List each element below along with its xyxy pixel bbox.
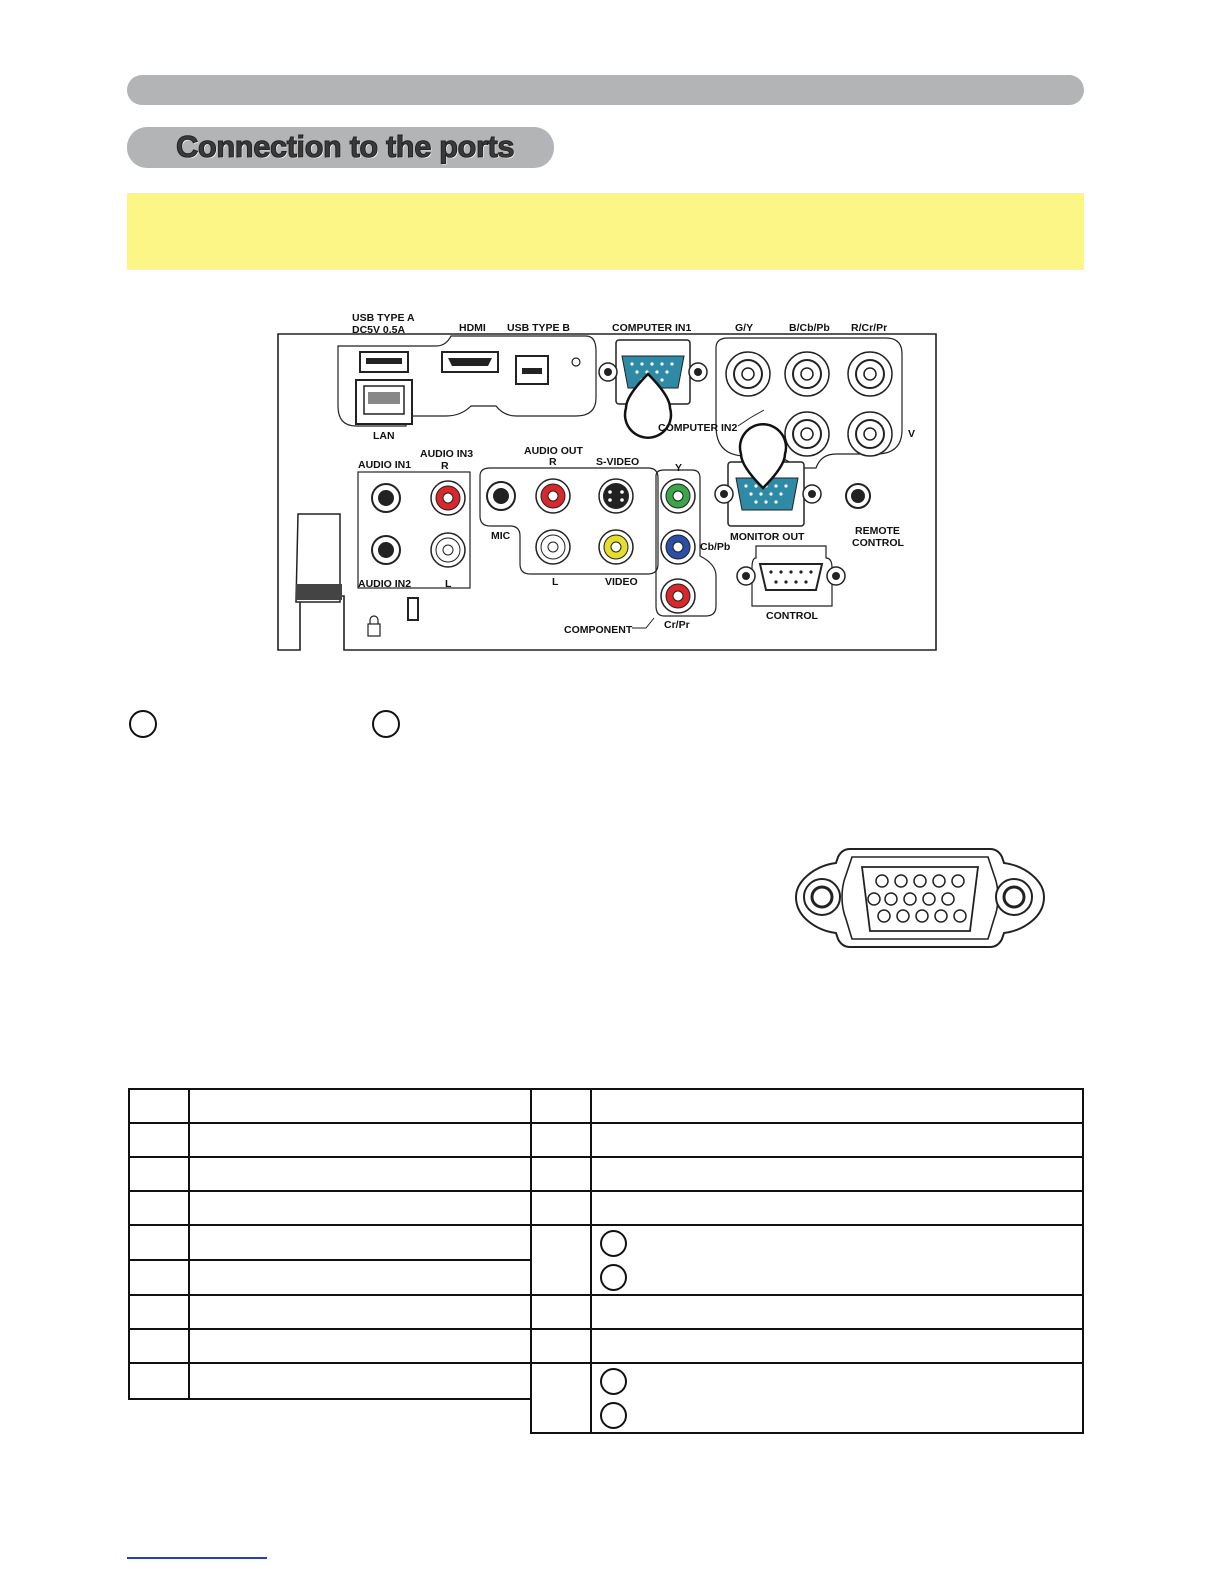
label-audio-in3-r: R [441,460,449,472]
table-row [129,1225,1083,1260]
table-row [129,1363,1083,1399]
label-v: V [908,428,916,440]
label-rcrpr: R/Cr/Pr [851,322,888,334]
table-row [129,1123,1083,1157]
mic-jack [487,482,515,510]
audio-in2-jack [372,536,400,564]
control-port [760,564,822,590]
audio-in3-r-jack [431,481,465,515]
label-crpr: Cr/Pr [664,619,690,631]
legend-circle-2 [372,710,400,738]
label-control: CONTROL [766,610,818,622]
bnc-h [785,412,829,456]
component-y-jack [661,479,695,513]
label-audio-in1: AUDIO IN1 [358,459,412,471]
label-audio-in2: AUDIO IN2 [358,578,412,590]
label-cbpb: Cb/Pb [700,541,731,553]
rear-panel-illustration [276,306,940,654]
label-usb-type-b: USB TYPE B [507,322,571,334]
label-video: VIDEO [605,576,638,588]
table-row [129,1089,1083,1123]
table-row [129,1295,1083,1329]
remote-control-jack [846,484,870,508]
label-audio-out-l: L [552,576,559,588]
dsub-15pin-diagram [790,845,1046,953]
pin-table [128,1088,1084,1434]
header-bar [127,75,1084,105]
label-audio-out: AUDIO OUT [524,445,583,457]
label-remote-control: CONTROL [852,537,904,549]
note-box [127,193,1084,270]
table-circle-3 [600,1368,627,1395]
label-audio-in3: AUDIO IN3 [420,448,474,460]
label-lan: LAN [373,430,395,442]
label-usb-type-a: USB TYPE A [352,312,415,324]
footer-link-underline[interactable] [127,1557,267,1559]
label-computer-in2: COMPUTER IN2 [658,422,738,434]
bnc-gy [726,352,770,396]
label-audio-out-r: R [549,456,557,468]
label-monitor-out: MONITOR OUT [730,531,805,543]
label-component: COMPONENT [564,624,633,636]
component-cbpb-jack [661,530,695,564]
label-mic: MIC [491,530,511,542]
label-gy: G/Y [735,322,754,334]
component-crpr-jack [661,579,695,613]
audio-out-r-jack [536,479,570,513]
table-row [129,1191,1083,1225]
security-bar [408,598,418,620]
s-video-port [599,479,633,513]
label-audio-in3-l: L [445,578,452,590]
audio-in1-jack [372,484,400,512]
table-circle-1 [600,1230,627,1257]
table-row [129,1157,1083,1191]
bnc-bcbpb [785,352,829,396]
label-y: Y [675,462,683,474]
table-circle-2 [600,1264,627,1291]
bnc-v [848,412,892,456]
kensington-slot [368,624,380,636]
label-bcbpb: B/Cb/Pb [789,322,830,334]
table-row [129,1329,1083,1363]
table-circle-4 [600,1402,627,1429]
label-computer-in1: COMPUTER IN1 [612,322,692,334]
bnc-rcrpr [848,352,892,396]
video-jack [599,530,633,564]
audio-in3-l-jack [431,533,465,567]
label-hdmi: HDMI [459,322,486,334]
legend-circle-1 [129,710,157,738]
section-title: Connection to the ports [176,129,515,164]
label-remote: REMOTE [855,525,900,537]
label-s-video: S-VIDEO [596,456,640,468]
audio-out-l-jack [536,530,570,564]
label-usb-dc5v: DC5V 0.5A [352,324,406,336]
